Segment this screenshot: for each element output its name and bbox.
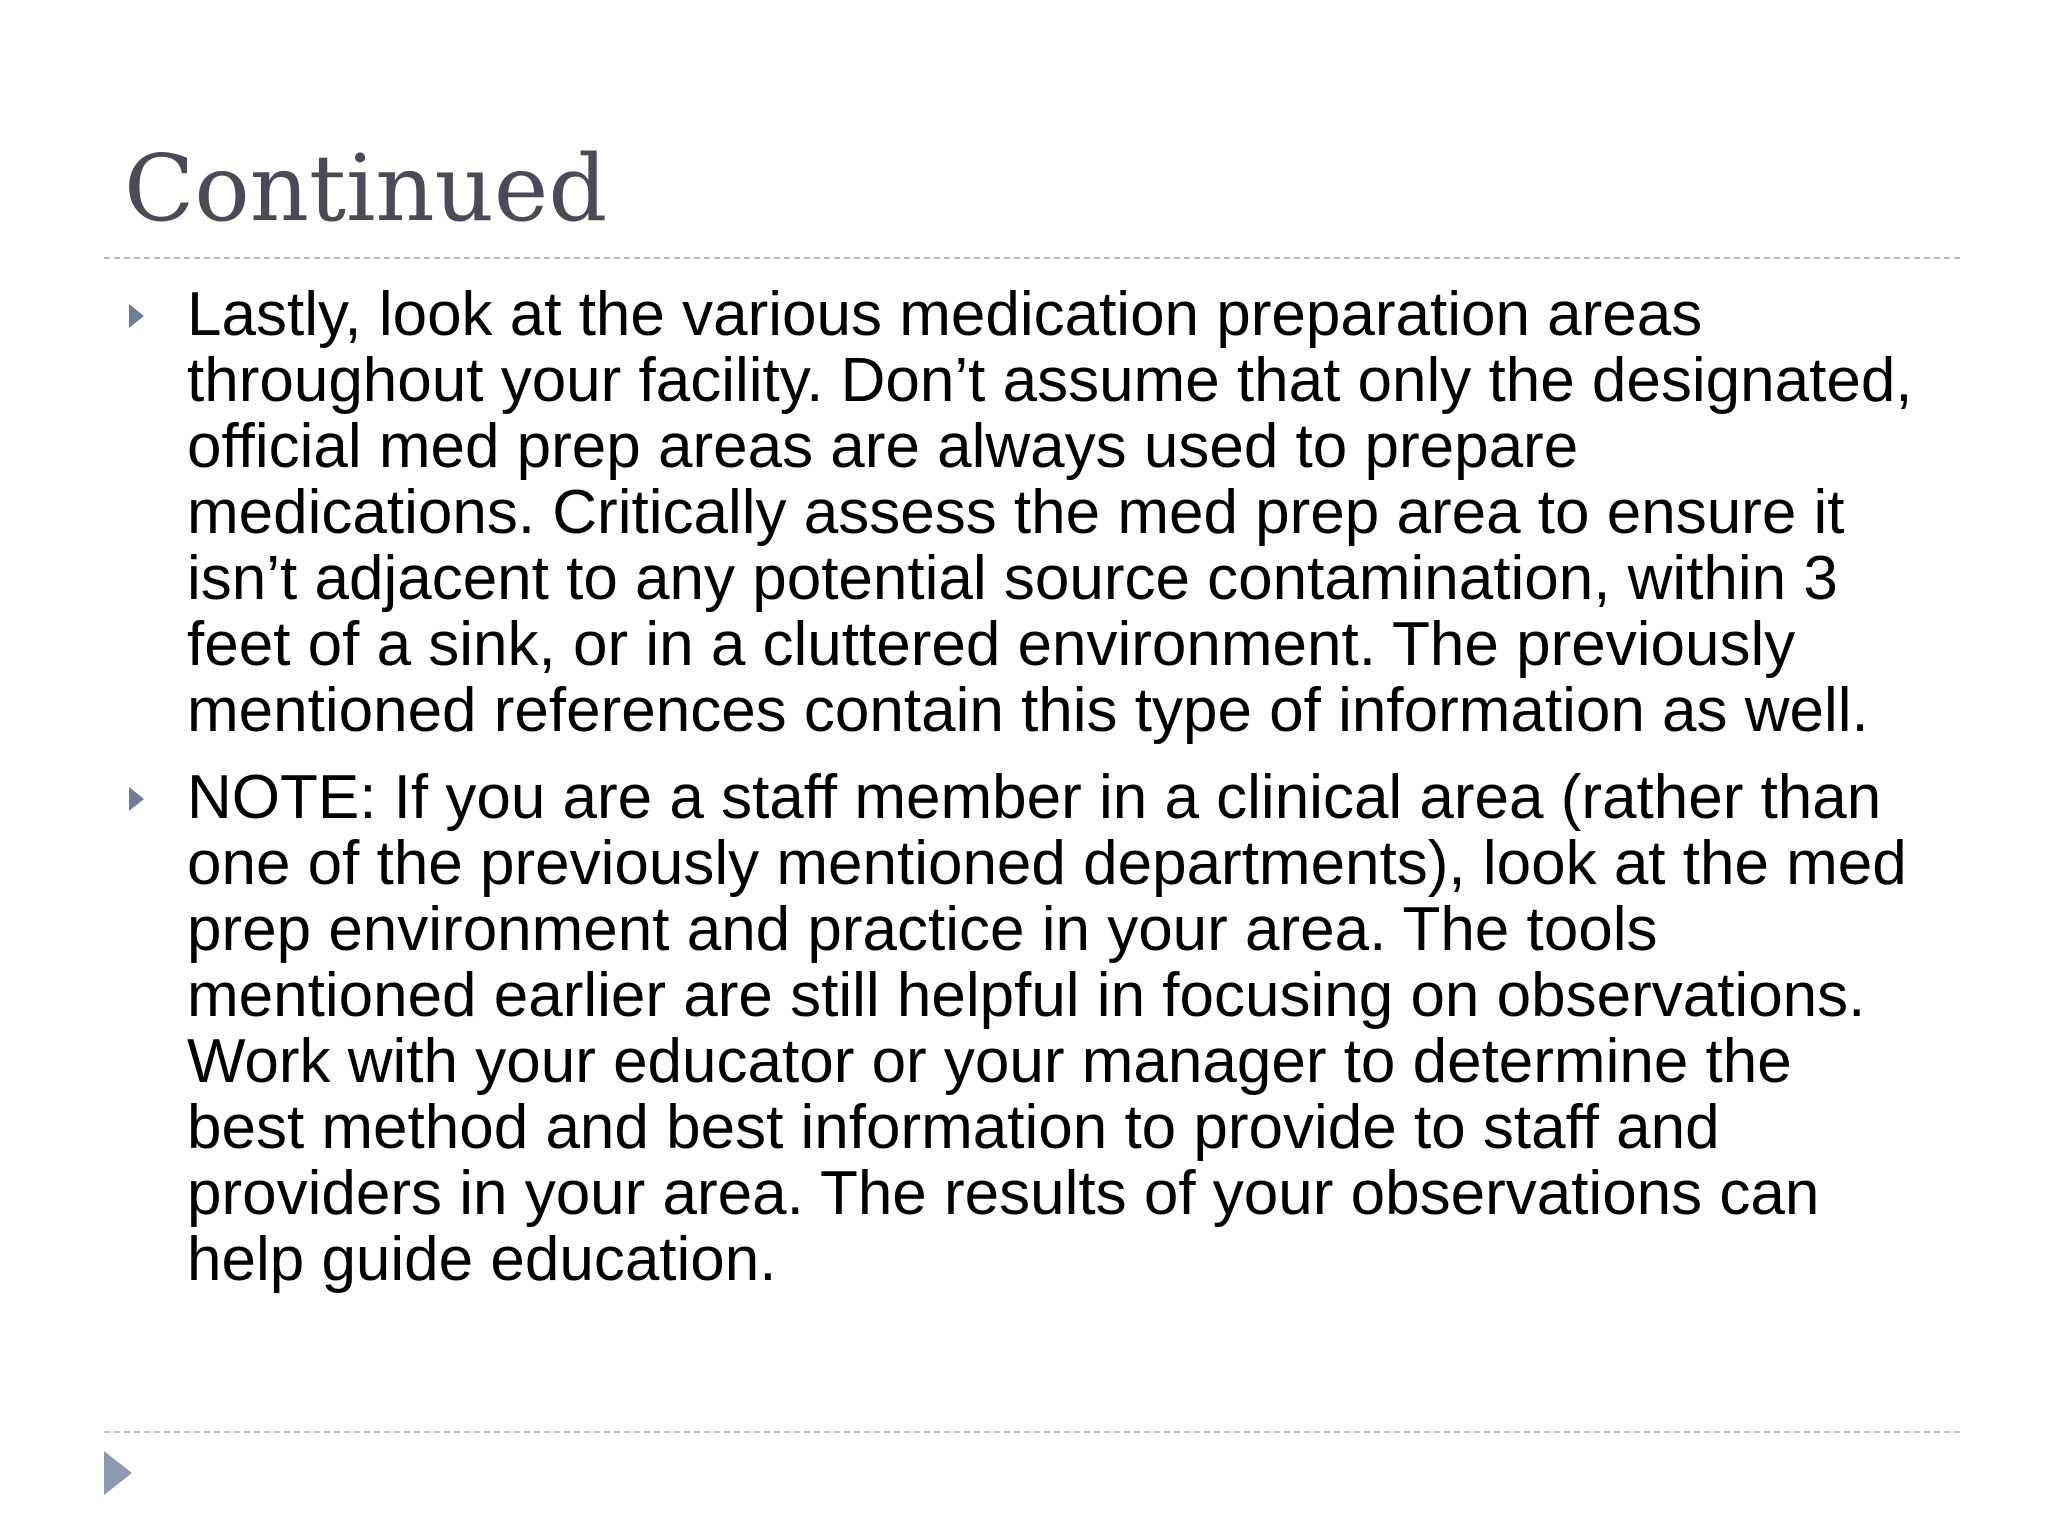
bullet-item [124,765,1924,1293]
triangle-bullet-icon [129,787,144,811]
bullet-text: NOTE: If you are a staff member in a clinical area (rather than one of the previously mentioned departments), look at the med prep environment and practice in your area. The tools mentioned earlier are still helpful in focusing on observations. Work with your educator or your manager to determine the best method and best information to provide to staff and providers in your area. The results of your observations can help guide education. [187,763,1907,1294]
bullet-list [124,282,1924,1314]
bullet-text: Lastly, look at the various medication preparation areas throughout your facility. Don’t assume that only the designated, official med prep areas are always used to prepare medications. Critically assess the med prep area to ensure it isn’t adjacent to any potential source contamination, within 3 feet of a sink, or in a cluttered environment. The previously mentioned references contain this type of information as well. [187,280,1913,745]
bullet-item [124,282,1924,744]
slide-title: Continued [124,135,608,242]
title-divider [104,257,1960,259]
footer-divider [104,1431,1960,1433]
triangle-bullet-icon [129,304,144,328]
next-slide-arrow-icon[interactable] [104,1451,132,1495]
